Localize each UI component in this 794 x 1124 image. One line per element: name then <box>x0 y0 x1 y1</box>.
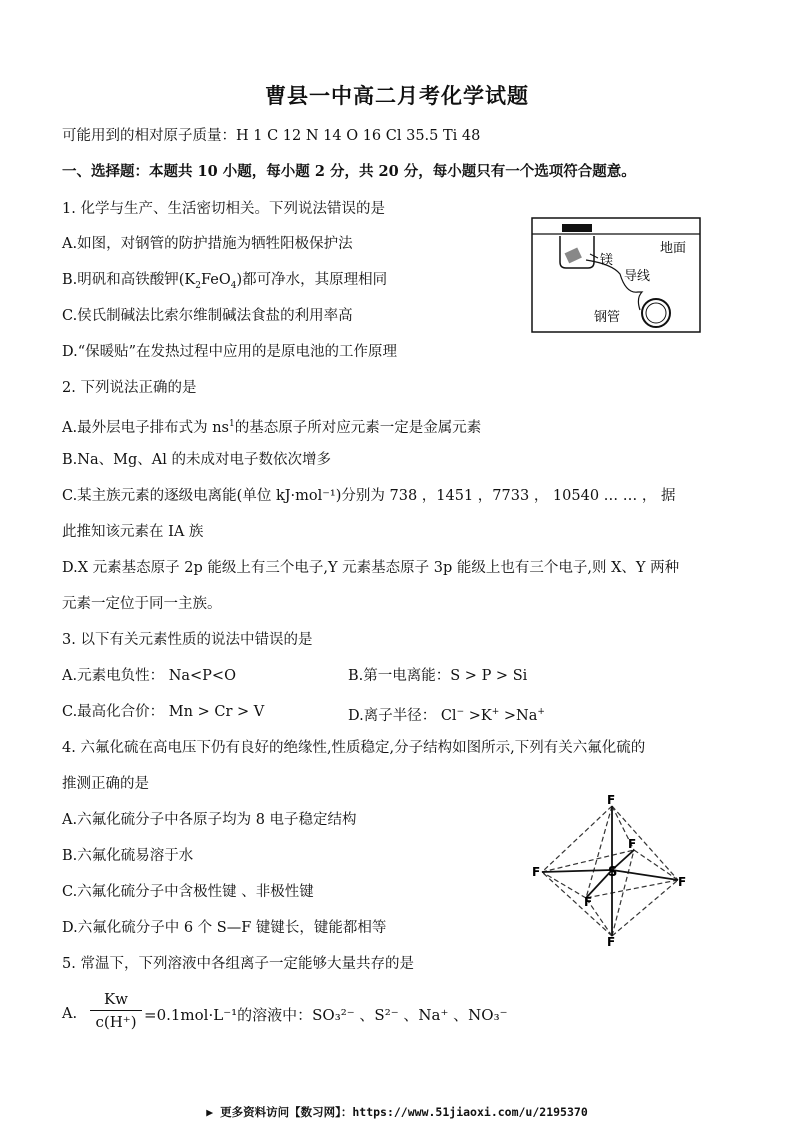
q1-b-post: )都可净水，其原理相同 <box>236 272 388 288</box>
f-atom-right: F <box>678 875 687 889</box>
q5-stem: 5. 常温下，下列溶液中各组离子一定能够大量共存的是 <box>62 956 414 972</box>
q2-option-d-line1: D.X 元素基态原子 2p 能级上有三个电子,Y 元素基态原子 3p 能级上也有三个电子,则 X、Y 两种 <box>62 560 680 576</box>
fraction-denominator: c(H⁺) <box>95 1013 137 1031</box>
f-atom-top: F <box>607 793 616 807</box>
q3-stem: 3. 以下有关元素性质的说法中错误的是 <box>62 632 313 648</box>
f-atom-left: F <box>532 865 541 879</box>
q4-option-c: C.六氟化硫分子中含极性键 、非极性键 <box>62 884 314 900</box>
q3-d-sup2: + <box>491 707 500 717</box>
atomic-masses: 可能用到的相对原子质量：H 1 C 12 N 14 O 16 Cl 35.5 Ti 48 <box>62 128 481 144</box>
edge <box>612 806 678 880</box>
q1-stem: 1. 化学与生产、生活密切相关。下列说法错误的是 <box>62 201 385 217</box>
kw-fraction <box>90 990 142 1031</box>
q2-a-pre: A.最外层电子排布式为 ns <box>62 419 229 436</box>
q5-option-a-label: A. <box>62 1006 78 1022</box>
pipe-inner <box>646 303 666 323</box>
q3-d-sup3: + <box>537 707 545 717</box>
fraction-numerator: Kw <box>103 990 129 1008</box>
q1-b-sub1: 2 <box>195 280 201 291</box>
pipe-label: 钢管 <box>594 310 621 325</box>
q1-option-c: C.侯氏制碱法比索尔维制碱法食盐的利用率高 <box>62 308 353 324</box>
q3-d-mid: >K <box>464 707 492 724</box>
mg-label: 镁 <box>600 253 614 268</box>
sf6-molecule-figure <box>528 790 694 948</box>
q5-option-a-rest: =0.1mol·L⁻¹的溶液中：SO₃²⁻ 、S²⁻ 、Na⁺ 、NO₃⁻ <box>144 1006 508 1024</box>
footer-link[interactable]: ▶ 更多资料访问【数习网】：https://www.51jiaoxi.com/u/2195370 <box>206 1105 588 1119</box>
q4-option-d: D.六氟化硫分子中 6 个 S—F 键键长，键能都相等 <box>62 920 387 936</box>
fraction-bar <box>90 1010 142 1011</box>
page-title: 曹县一中高二月考化学试题 <box>265 83 529 108</box>
edge <box>542 806 612 872</box>
q4-stem-line2: 推测正确的是 <box>62 776 149 792</box>
q3-d-mid2: >Na <box>499 707 538 724</box>
q2-option-a <box>62 414 481 438</box>
f-atom-front: F <box>584 895 593 909</box>
q2-option-d-line2: 元素一定位于同一主族。 <box>62 596 222 612</box>
f-atom-bottom: F <box>607 935 616 948</box>
bond <box>612 870 678 880</box>
wire-path <box>586 260 642 310</box>
q2-a-post: 的基态原子所对应元素一定是金属元素 <box>234 419 482 436</box>
q4-stem-line1: 4. 六氟化硫在高电压下仍有良好的绝缘性,性质稳定,分子结构如图所示,下列有关六氟化硫的 <box>62 740 646 756</box>
q1-b-pre: B.明矾和高铁酸钾(K <box>62 272 196 288</box>
q3-option-c: C.最高化合价： Mn > Cr > V <box>62 704 265 720</box>
q3-d-sup1: − <box>456 707 465 717</box>
ground-label: 地面 <box>660 241 687 256</box>
q3-option-b: B.第一电离能：S > P > Si <box>348 668 528 684</box>
q1-option-b <box>62 270 387 296</box>
q2-a-sup: 1 <box>228 419 235 429</box>
q2-option-c-line1: C.某主族元素的逐级电离能(单位 kJ·mol⁻¹)分别为 738 ，1451 ，7733 ， 10540 … … ， 据 <box>62 488 676 504</box>
f-atom-back: F <box>628 837 637 851</box>
magnesium-block <box>565 248 582 264</box>
s-atom: S <box>608 865 618 880</box>
edge <box>542 850 634 872</box>
q3-option-a: A.元素电负性： Na<P<O <box>62 668 236 684</box>
edge <box>612 880 678 936</box>
edge <box>612 850 634 936</box>
q4-option-b: B.六氟化硫易溶于水 <box>62 848 194 864</box>
bond <box>542 870 612 872</box>
q3-d-pre: D.离子半径： Cl <box>348 707 457 724</box>
q2-stem: 2. 下列说法正确的是 <box>62 380 197 396</box>
q3-option-d <box>348 702 545 726</box>
q1-option-a: A.如图，对钢管的防护措施为牺牲阳极保护法 <box>62 236 353 252</box>
wire-label: 导线 <box>624 269 651 284</box>
q4-option-a: A.六氟化硫分子中各原子均为 8 电子稳定结构 <box>62 812 357 828</box>
pipe-protection-figure <box>528 214 704 336</box>
q1-option-d: D.“保暖贴”在发热过程中应用的是原电池的工作原理 <box>62 344 398 360</box>
q1-b-sub2: 4 <box>230 280 237 291</box>
section-heading: 一、选择题：本题共 10 小题，每小题 2 分，共 20 分，每小题只有一个选项符合题意。 <box>62 163 636 180</box>
q1-b-mid: FeO <box>201 272 231 288</box>
q2-option-c-line2: 此推知该元素在 IA 族 <box>62 524 204 540</box>
edge <box>542 872 586 898</box>
q2-option-b: B.Na、Mg、Al 的未成对电子数依次增多 <box>62 452 331 468</box>
connector-cap <box>562 224 592 232</box>
